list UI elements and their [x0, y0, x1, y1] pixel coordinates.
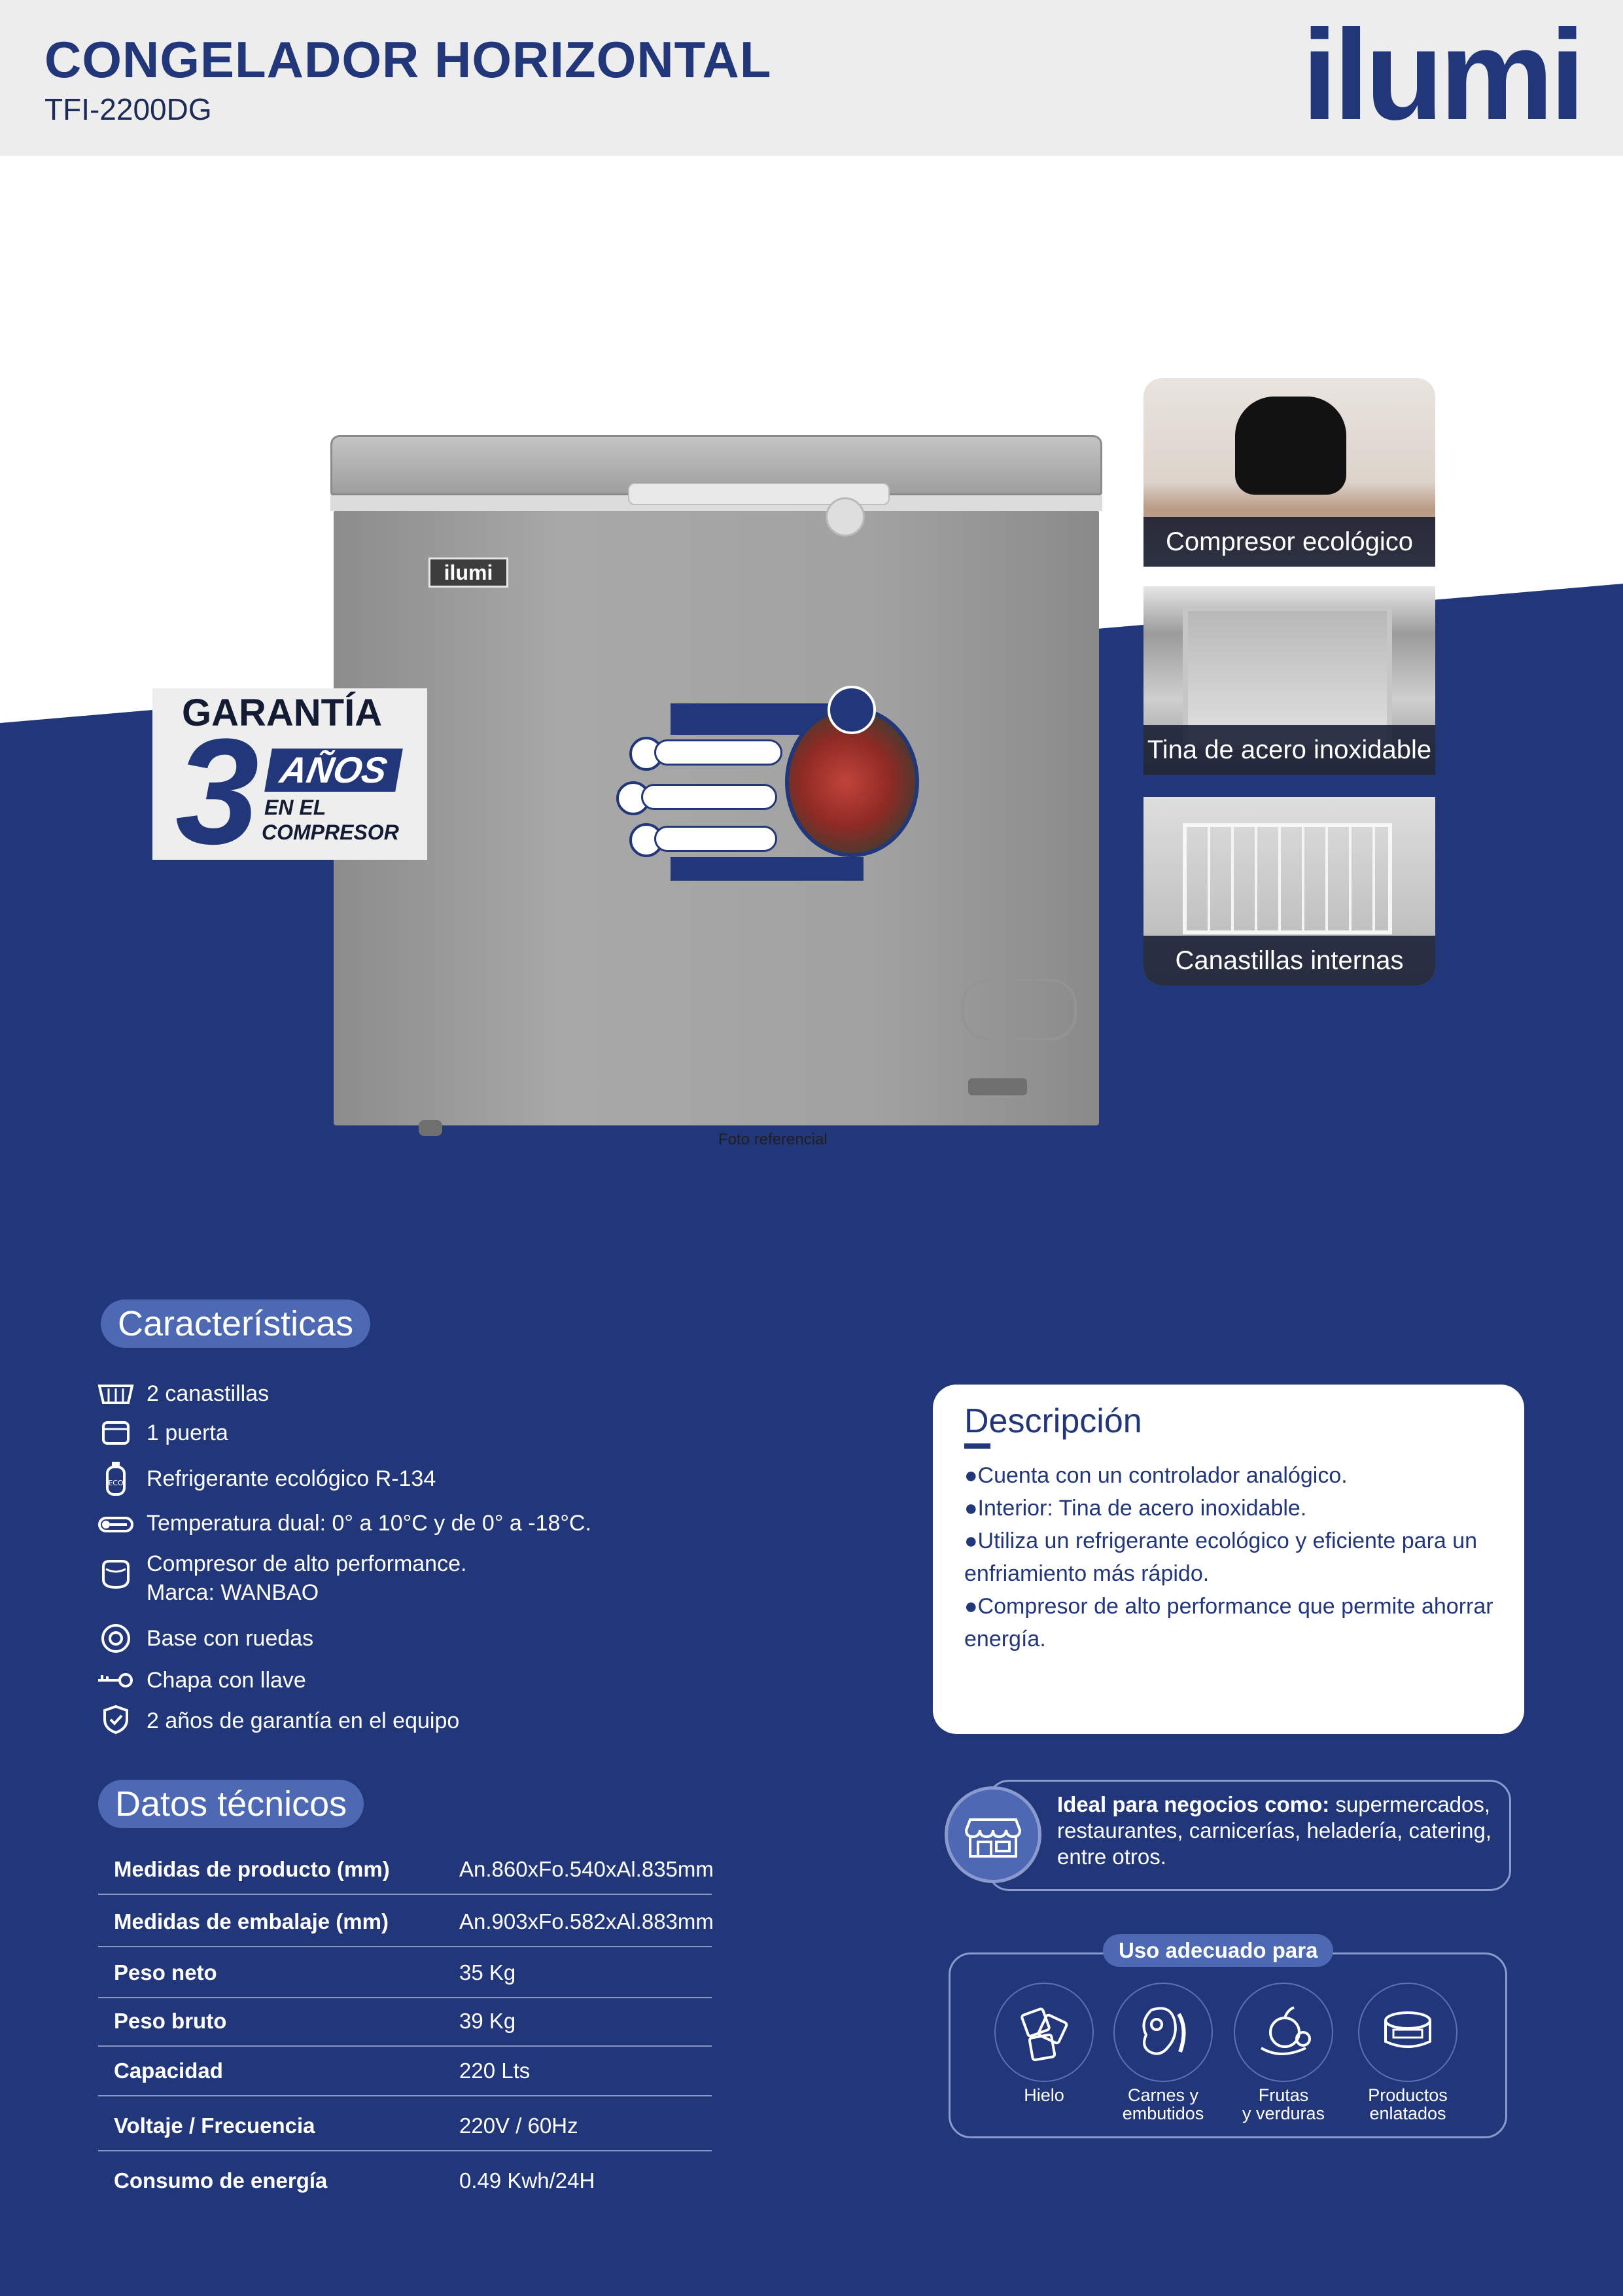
table-row: [98, 2048, 712, 2096]
ice-icon: [994, 1983, 1094, 2082]
spec-label: Peso bruto: [114, 2009, 227, 2033]
thermometer-icon: [97, 1511, 135, 1538]
sticker-footer: [671, 857, 864, 881]
can-icon: [1358, 1983, 1457, 2082]
page-title: CONGELADOR HORIZONTAL: [44, 31, 772, 88]
spec-label: Medidas de embalaje (mm): [114, 1909, 389, 1934]
table-row: [98, 1846, 712, 1895]
description-item: ●Compresor de alto performance que permite ahorrar energía.: [964, 1594, 1493, 1651]
usage-label-line: Frutas: [1258, 2085, 1309, 2105]
ideal-text: [1057, 1792, 1502, 1870]
warranty-title: GARANTÍA: [182, 692, 383, 734]
description-item: ●Utiliza un refrigerante ecológico y eficiente para un enfriamiento más rápido.: [964, 1528, 1478, 1586]
thumbnail-caption: Tina de acero inoxidable: [1143, 725, 1435, 775]
usage-label: [1104, 2086, 1222, 2123]
meat-icon: [1113, 1983, 1213, 2082]
feature-item: Refrigerante ecológico R-134: [147, 1466, 436, 1491]
wheel-icon: [97, 1623, 135, 1654]
spec-label: Voltaje / Frecuencia: [114, 2113, 315, 2138]
spec-label: Peso neto: [114, 1960, 217, 1985]
usage-label-line: Productos: [1368, 2085, 1448, 2105]
photo-caption: Foto referencial: [718, 1131, 828, 1148]
warranty-years-number: 3: [175, 707, 259, 875]
usage-label-line: Carnes y: [1127, 2085, 1199, 2105]
feature-line: Compresor de alto performance.: [147, 1551, 467, 1576]
feature-item: [147, 1549, 466, 1607]
usage-label: [985, 2086, 1103, 2104]
freezer-wheel: [419, 1120, 442, 1136]
tablet-icon: [828, 686, 876, 734]
feature-item: 1 puerta: [147, 1421, 228, 1445]
description-list: [964, 1459, 1501, 1655]
model-number: TFI-2200DG: [44, 92, 212, 126]
description-item: ●Interior: Tina de acero inoxidable.: [964, 1496, 1307, 1521]
thumbnail-compressor: [1143, 378, 1435, 567]
door-icon: [97, 1420, 135, 1446]
spec-label: Capacidad: [114, 2058, 223, 2083]
eco-gas-icon: [97, 1460, 135, 1497]
warranty-line-2: COMPRESOR: [262, 821, 399, 844]
feature-item: Temperatura dual: 0° a 10°C y de 0° a -18°C.: [147, 1511, 591, 1536]
can-icon-graphic: [1359, 1984, 1456, 2081]
sticker-pill: [654, 826, 777, 852]
thumbnail-baskets: [1143, 797, 1435, 985]
spec-value: 35 Kg: [459, 1960, 516, 1985]
store-icon-graphic: [948, 1790, 1038, 1880]
table-row: [98, 2158, 712, 2206]
table-row: [98, 2103, 712, 2151]
description-underline: [964, 1443, 990, 1449]
spec-value: 39 Kg: [459, 2009, 516, 2033]
spec-value: 220V / 60Hz: [459, 2113, 578, 2138]
brand-logo: ilumi: [1302, 3, 1582, 147]
ideal-bold: Ideal para negocios como:: [1057, 1792, 1330, 1816]
feature-item: Chapa con llave: [147, 1668, 306, 1693]
feature-item: Base con ruedas: [147, 1626, 314, 1651]
fruit-icon-graphic: [1235, 1984, 1332, 2081]
usage-label-line: Hielo: [1024, 2085, 1064, 2105]
usage-label: [1349, 2086, 1467, 2123]
usage-label-line: enlatados: [1369, 2104, 1446, 2123]
table-row: [98, 1950, 712, 1998]
ice-icon-graphic: [996, 1984, 1092, 2081]
store-icon: [945, 1786, 1041, 1883]
technical-heading: Datos técnicos: [98, 1780, 364, 1828]
warranty-line-1: EN EL: [264, 796, 326, 819]
basket-icon: [97, 1381, 135, 1407]
compressor-photo: [1235, 397, 1346, 495]
feature-item: 2 años de garantía en el equipo: [147, 1708, 460, 1733]
usage-label: [1225, 2086, 1342, 2123]
compressor-icon: [97, 1557, 135, 1591]
spec-value: 220 Lts: [459, 2058, 531, 2083]
sticker-pill: [641, 784, 777, 810]
usage-heading: Uso adecuado para: [1103, 1934, 1333, 1967]
key-icon: [97, 1667, 135, 1693]
thumbnail-tub: [1143, 586, 1435, 775]
warranty-years-unit: AÑOS: [264, 749, 403, 792]
feature-line: Marca: WANBAO: [147, 1580, 319, 1605]
meat-icon-graphic: [1115, 1984, 1212, 2081]
ideal-list: supermercados, restaurantes, carnicerías, heladería, catering, entre otros.: [1057, 1792, 1492, 1869]
table-row: [98, 1998, 712, 2047]
sticker-pill: [654, 739, 782, 766]
description-item: ●Cuenta con un controlador analógico.: [964, 1463, 1348, 1488]
spec-label: Medidas de producto (mm): [114, 1857, 390, 1881]
lock-icon: [826, 497, 865, 537]
description-title: Descripción: [964, 1402, 1142, 1440]
basket-photo: [1183, 823, 1392, 934]
svg-text:ECO: ECO: [108, 1479, 124, 1487]
spec-value: 0.49 Kwh/24H: [459, 2168, 595, 2193]
thumbnail-caption: Canastillas internas: [1143, 936, 1435, 985]
usage-label-line: y verduras: [1242, 2104, 1325, 2123]
table-row: [98, 1899, 712, 1947]
usage-label-line: embutidos: [1122, 2104, 1204, 2123]
feature-item: 2 canastillas: [147, 1381, 270, 1406]
thermostat-knob: [962, 979, 1077, 1040]
freezer-wheel: [968, 1078, 1027, 1095]
spec-label: Consumo de energía: [114, 2168, 328, 2193]
spec-value: An.860xFo.540xAl.835mm: [459, 1857, 714, 1881]
thumbnail-caption: Compresor ecológico: [1143, 517, 1435, 567]
shield-icon: [97, 1704, 135, 1735]
freezer-brand-badge: ilumi: [428, 557, 508, 588]
fruit-icon: [1234, 1983, 1333, 2082]
features-heading: Características: [101, 1299, 370, 1348]
spec-value: An.903xFo.582xAl.883mm: [459, 1909, 714, 1934]
